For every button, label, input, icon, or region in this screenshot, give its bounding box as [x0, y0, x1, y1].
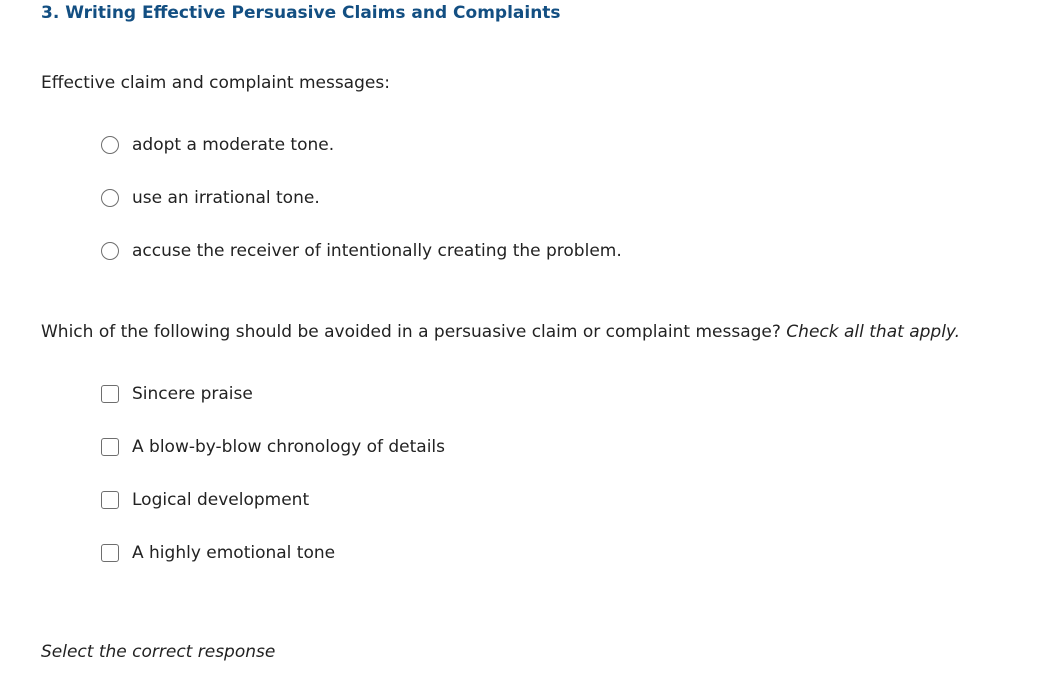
radio-button[interactable]	[101, 242, 119, 260]
question2-prompt	[41, 322, 960, 342]
question2-prompt-text: Which of the following should be avoided in a persuasive claim or complaint message?	[41, 322, 781, 342]
radio-button[interactable]	[101, 189, 119, 207]
q2-option-emotional-tone[interactable]	[101, 541, 335, 565]
q2-option-chronology[interactable]	[101, 435, 445, 459]
q1-option-accuse-receiver[interactable]	[101, 239, 622, 263]
option-label: use an irrational tone.	[132, 188, 320, 208]
question2-instruction: Check all that apply.	[786, 322, 961, 342]
option-label: A highly emotional tone	[132, 543, 336, 563]
q2-option-logical-development[interactable]	[101, 488, 309, 512]
q1-option-irrational-tone[interactable]	[101, 186, 320, 210]
checkbox[interactable]	[101, 438, 119, 456]
option-label: accuse the receiver of intentionally creating the problem.	[132, 241, 622, 261]
option-label: adopt a moderate tone.	[132, 135, 335, 155]
option-label: A blow-by-blow chronology of details	[132, 437, 446, 457]
q1-option-moderate-tone[interactable]	[101, 133, 334, 157]
question1-prompt: Effective claim and complaint messages:	[41, 73, 390, 93]
checkbox[interactable]	[101, 544, 119, 562]
q2-option-sincere-praise[interactable]	[101, 382, 253, 406]
option-label: Sincere praise	[132, 384, 253, 404]
page-title: 3. Writing Effective Persuasive Claims and Complaints	[41, 3, 561, 23]
response-instruction: Select the correct response	[41, 642, 276, 662]
checkbox[interactable]	[101, 491, 119, 509]
option-label: Logical development	[132, 490, 310, 510]
checkbox[interactable]	[101, 385, 119, 403]
radio-button[interactable]	[101, 136, 119, 154]
